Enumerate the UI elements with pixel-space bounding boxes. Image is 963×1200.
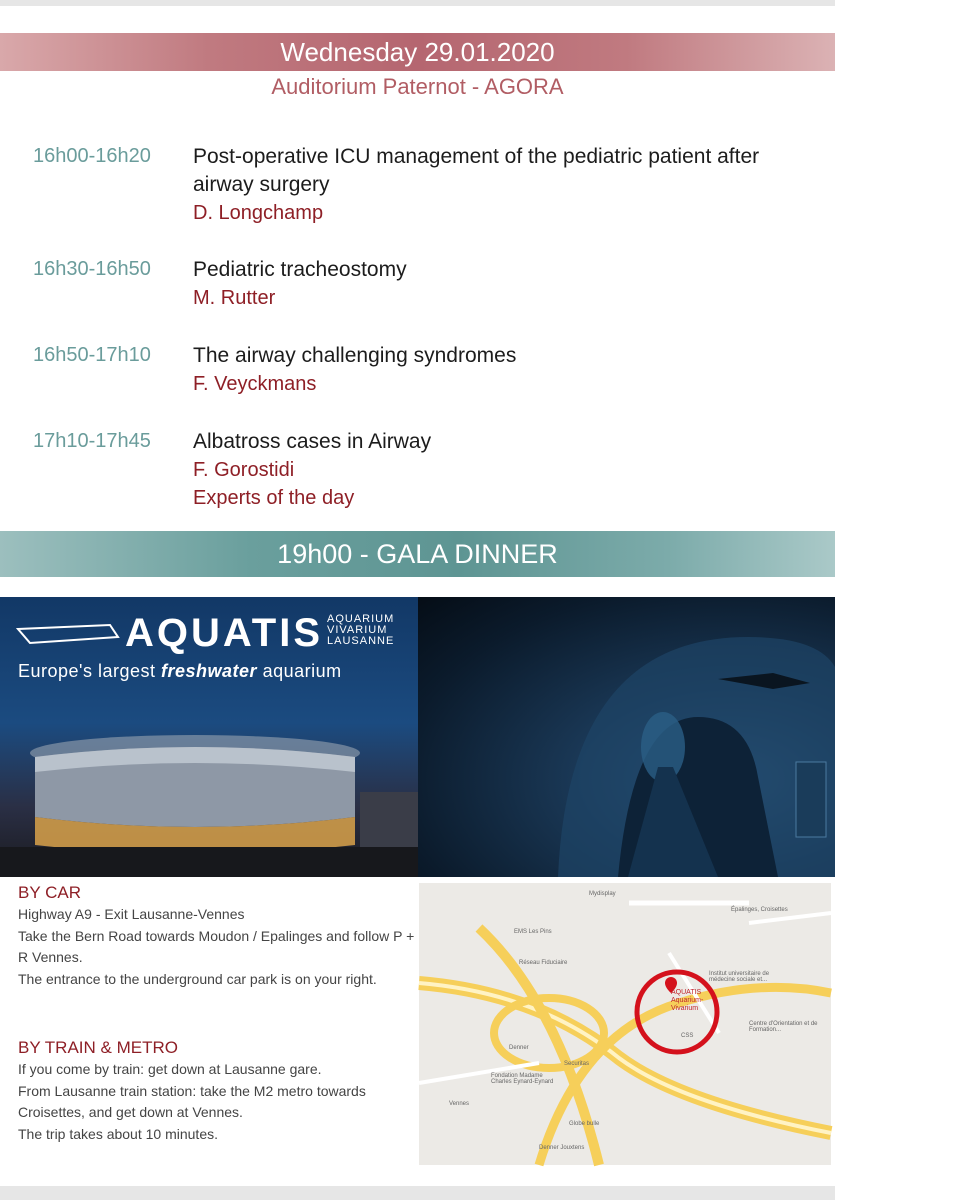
- tunnel-illustration: [418, 597, 835, 877]
- train-line: If you come by train: get down at Lausanne gare.: [18, 1061, 322, 1077]
- map-place: Denner: [509, 1045, 529, 1051]
- top-border: [0, 0, 835, 6]
- venue-title: Auditorium Paternot - AGORA: [271, 74, 564, 99]
- contact-city: 1010 Lausanne: [855, 723, 959, 740]
- map-place: Denner Jouxtens: [539, 1145, 585, 1151]
- day-header: Wednesday 29.01.2020: [0, 33, 835, 71]
- contact-name: AQUATIS Aquarium-Vivarium: [855, 613, 925, 674]
- session-time: 17h10-17h45: [33, 430, 151, 452]
- map-place: Mydisplay: [589, 891, 616, 897]
- session-time: 16h30-16h50: [33, 258, 151, 280]
- tagline: [18, 661, 342, 682]
- location-map[interactable]: [419, 883, 831, 1165]
- aquarium-tunnel-photo: [418, 597, 963, 877]
- logo-sub-line: VIVARIUM: [327, 624, 388, 636]
- map-place: EMS Les Pins: [514, 929, 552, 935]
- car-line: Highway A9 - Exit Lausanne-Vennes: [18, 906, 245, 922]
- logo-sub-line: AQUARIUM: [327, 613, 395, 625]
- session-speaker: F. Veyckmans: [193, 373, 317, 395]
- by-car-section: [18, 882, 418, 990]
- car-line: The entrance to the underground car park is on your right.: [18, 970, 377, 987]
- contact-region: Vaud - Suisse: [855, 745, 948, 762]
- logo-sub-line: LAUSANNE: [327, 635, 395, 647]
- map-place: Épalinges, Croisettes: [731, 907, 788, 913]
- map-place: Globe bulle: [569, 1121, 600, 1127]
- map-marker-label: AQUATIS Aquarium-Vivarium: [671, 989, 704, 1012]
- session-speaker: D. Longchamp: [193, 202, 324, 224]
- map-place: CSS: [681, 1033, 694, 1039]
- bottom-border: [0, 1186, 835, 1200]
- train-line: The trip takes about 10 minutes.: [18, 1125, 218, 1142]
- contact-email: info@aquatis.ch: [855, 833, 963, 850]
- session-speaker: F. Gorostidi: [193, 459, 295, 481]
- map-place: Fondation Madame Charles Eynard-Eynard: [491, 1073, 554, 1085]
- session-title: The airway challenging syndromes: [193, 344, 517, 367]
- map-place: Vennes: [449, 1101, 470, 1107]
- session-title: Pediatric tracheostomy: [193, 258, 407, 281]
- tagline-post: aquarium: [257, 661, 342, 681]
- contact-street: Route de Berne 144: [855, 679, 961, 718]
- map-place: Centre d'Orientation et de Formation...: [749, 1021, 818, 1033]
- map-place: Securitas: [564, 1061, 590, 1067]
- aquatis-contact: [855, 611, 963, 853]
- session-time: 16h50-17h10: [33, 344, 151, 366]
- map-place: Institut universitaire de médecine sociale et...: [709, 971, 770, 983]
- session-time: 16h00-16h20: [33, 145, 151, 167]
- gala-dinner-banner: 19h00 - GALA DINNER: [0, 531, 835, 577]
- car-line: Take the Bern Road towards Moudon / Epalinges and follow P + R Vennes.: [18, 927, 415, 965]
- tagline-pre: Europe's largest: [18, 661, 162, 681]
- by-train-heading: BY TRAIN & METRO: [18, 1038, 178, 1057]
- map-place: Réseau Fiduciaire: [519, 960, 568, 966]
- tagline-emphasis: freshwater: [161, 661, 258, 681]
- session-speaker-extra: Experts of the day: [193, 487, 355, 509]
- session-speaker: M. Rutter: [193, 287, 276, 309]
- session-title: Albatross cases in Airway: [193, 430, 432, 453]
- by-car-heading: BY CAR: [18, 883, 81, 902]
- logo-subtitle: [327, 614, 394, 647]
- aquatis-banner: [0, 597, 963, 877]
- by-train-section: [18, 1037, 418, 1145]
- aquatis-logo: AQUATIS: [125, 611, 324, 655]
- aquatis-building-photo: [0, 597, 418, 877]
- session-title: Post-operative ICU management of the pediatric patient after airway surgery: [193, 145, 760, 196]
- train-line: From Lausanne train station: take the M2 metro towards Croisettes, and get down at Vennes.: [18, 1082, 366, 1120]
- contact-phone: +41 (0)21 654 23 23: [855, 789, 949, 828]
